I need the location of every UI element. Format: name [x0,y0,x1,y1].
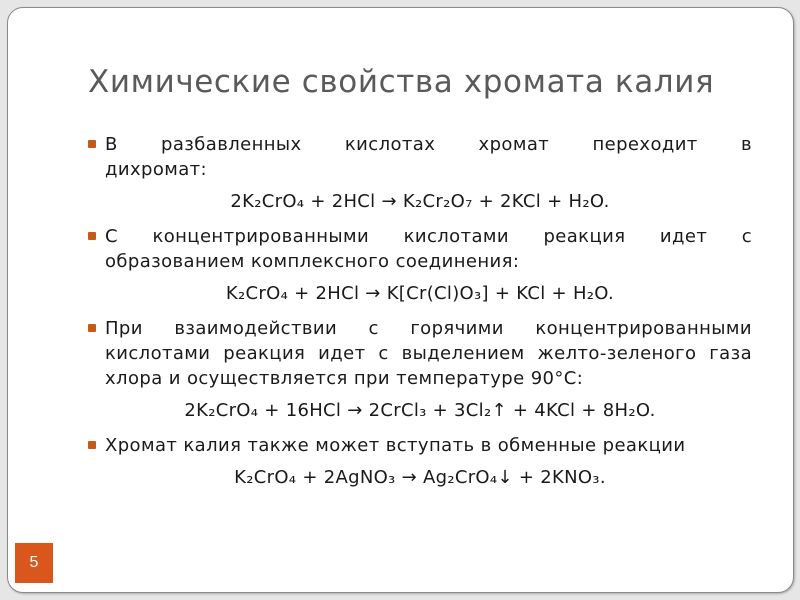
slide-title: Химические свойства хромата калия [88,64,715,100]
bullet-text-3: При взаимодействии с горячими концентрированными кислотами реакция идет с выделением желто-зеленого газа хлора и осуществляется при температуре 90°C: [105,318,752,389]
page-number: 5 [29,554,39,571]
bullet-item-3 [88,316,752,391]
bullet-text-1 [105,132,752,182]
bullet-square-icon [88,441,96,449]
equation-3: 2K₂CrO₄ + 16HCl → 2CrCl₃ + 3Cl₂↑ + 4KCl + 8H₂O. [184,400,656,421]
bullet-item-1 [88,132,752,182]
bullet-item-4 [88,433,752,458]
bullet-text-2: С концентрированными кислотами реакция идет с образованием комплексного соединения: [105,226,752,272]
bullet-square-icon [88,140,96,148]
slide-content [88,132,752,500]
bullet-square-icon [88,324,96,332]
equation-4: K₂CrO₄ + 2AgNO₃ → Ag₂CrO₄↓ + 2KNO₃. [234,467,606,488]
bullet-item-2 [88,224,752,274]
bullet-text-1-line-2: дихромат: [105,159,207,180]
bullet-text-4: Хромат калия также может вступать в обменные реакции [105,435,686,456]
page-number-badge [15,543,53,583]
bullet-text-1-line-1: В разбавленных кислотах хромат переходит в [105,134,752,155]
equation-1: 2K₂CrO₄ + 2HCl → K₂Cr₂O₇ + 2KCl + H₂O. [230,191,610,212]
bullet-square-icon [88,232,96,240]
equation-2: K₂CrO₄ + 2HCl → K[Cr(Cl)O₃] + KCl + H₂O. [225,283,615,304]
